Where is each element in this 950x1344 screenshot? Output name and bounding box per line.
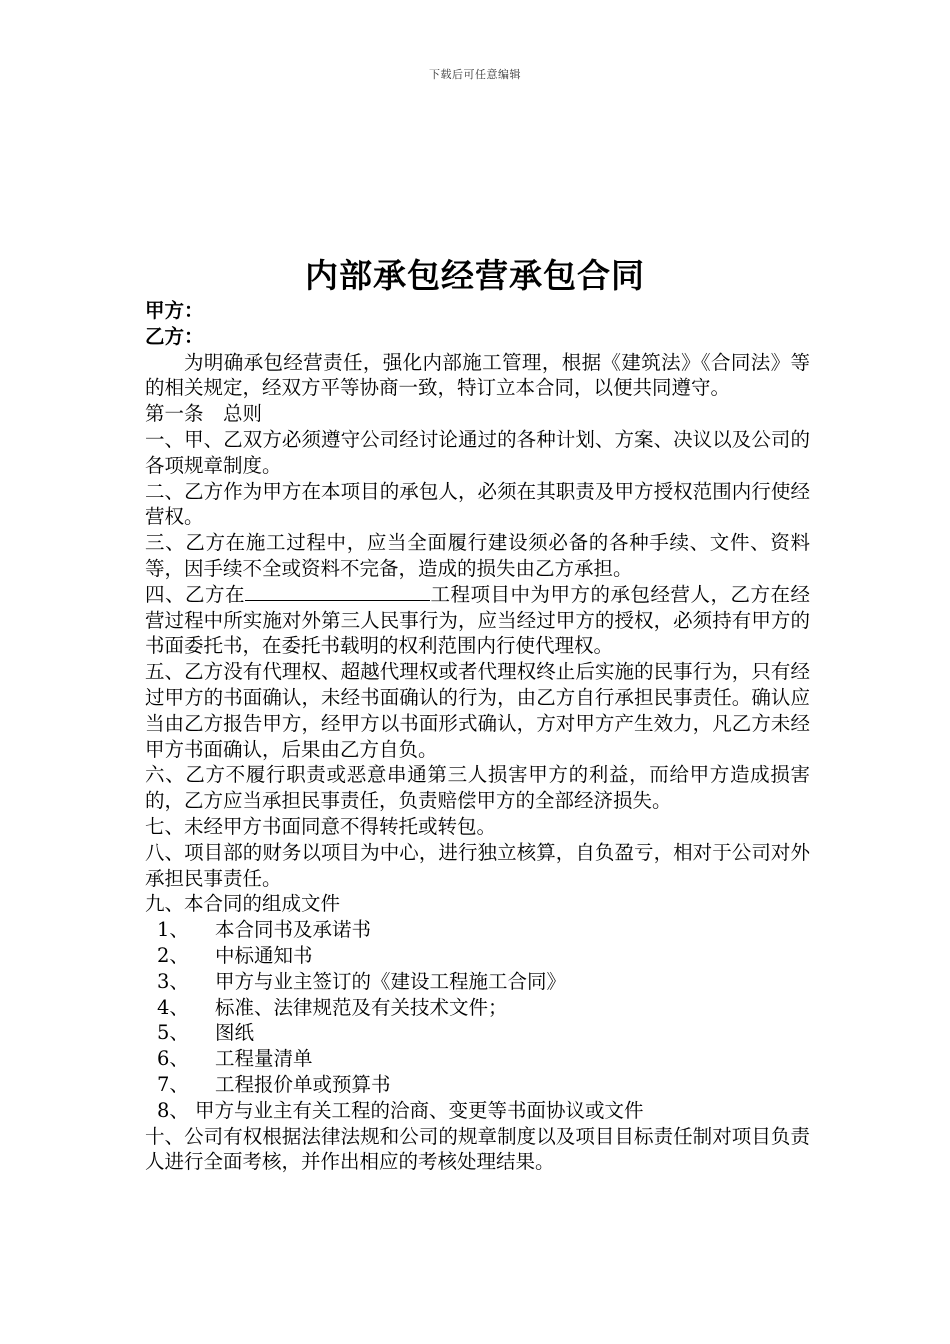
clause-4-prefix: 四、乙方在	[145, 582, 245, 606]
contract-body	[145, 298, 810, 1175]
clause-9: 九、本合同的组成文件	[145, 892, 341, 916]
list-item-number: 7、	[157, 1072, 189, 1096]
contract-title: 内部承包经营承包合同	[305, 256, 645, 295]
header-note: 下载后可任意编辑	[429, 68, 521, 81]
section-heading: 第一条 总则	[145, 402, 263, 426]
list-item	[145, 917, 810, 943]
party-a-label: 甲方：	[145, 299, 204, 322]
clause-5: 五、乙方没有代理权、超越代理权或者代理权终止后实施的民事行为，只有经过甲方的书面确认，未经书面确认的行为，由乙方自行承担民事责任。确认应当由乙方报告甲方，经甲方以书面形式确认，方对甲方产生效力，凡乙方未经甲方书面确认，后果由乙方自负。	[145, 660, 810, 761]
list-item	[145, 1072, 810, 1098]
project-name-blank	[245, 582, 430, 601]
clause-8: 八、项目部的财务以项目为中心，进行独立核算，自负盈亏，相对于公司对外承担民事责任。	[145, 840, 810, 890]
list-item-text: 本合同书及承诺书	[215, 918, 372, 942]
list-item-number: 5、	[157, 1021, 189, 1045]
list-item	[145, 969, 810, 995]
list-item-text: 工程量清单	[215, 1047, 313, 1071]
list-item-text: 甲方与业主有关工程的洽商、变更等书面协议或文件	[195, 1098, 644, 1122]
list-item-text: 甲方与业主签订的《建设工程施工合同》	[215, 969, 567, 993]
clause-10: 十、公司有权根据法律法规和公司的规章制度以及项目目标责任制对项目负责人进行全面考核，并作出相应的考核处理结果。	[145, 1124, 810, 1174]
list-item-number: 3、	[157, 969, 189, 993]
list-item-text: 工程报价单或预算书	[215, 1072, 391, 1096]
clause-4-suffix: 工程项目中为甲方的承包经营人，乙方在经营过程中所实施对外第三人民事行为，应当经过甲方的授权，必须持有甲方的书面委托书，在委托书载明的权利范围内行使代理权。	[145, 582, 810, 658]
list-item	[145, 943, 810, 969]
list-item-text: 中标通知书	[215, 943, 313, 967]
clause-6: 六、乙方不履行职责或恶意串通第三人损害甲方的利益，而给甲方造成损害的，乙方应当承担民事责任，负责赔偿甲方的全部经济损失。	[145, 763, 810, 813]
document-list	[145, 917, 810, 1123]
list-item-text: 标准、法律规范及有关技术文件；	[215, 995, 508, 1019]
list-item-number: 8、	[157, 1098, 189, 1122]
clause-4	[145, 582, 810, 659]
list-item-number: 4、	[157, 995, 189, 1019]
party-b-label: 乙方：	[145, 324, 204, 348]
preamble-paragraph: 为明确承包经营责任，强化内部施工管理，根据《建筑法》《合同法》等的相关规定，经双方平等协商一致，特订立本合同，以便共同遵守。	[145, 350, 810, 400]
list-item	[145, 995, 810, 1021]
list-item-number: 1、	[157, 918, 189, 942]
list-item	[145, 1046, 810, 1072]
clause-7: 七、未经甲方书面同意不得转托或转包。	[145, 814, 497, 838]
clause-1: 一、甲、乙双方必须遵守公司经讨论通过的各种计划、方案、决议以及公司的各项规章制度。	[145, 427, 810, 477]
list-item	[145, 1020, 810, 1046]
list-item-text: 图纸	[215, 1021, 255, 1045]
list-item	[145, 1098, 810, 1124]
clause-3: 三、乙方在施工过程中，应当全面履行建设须必备的各种手续、文件、资料等，因手续不全或资料不完备，造成的损失由乙方承担。	[145, 531, 810, 580]
clause-2: 二、乙方作为甲方在本项目的承包人，必须在其职责及甲方授权范围内行使经营权。	[145, 479, 810, 529]
list-item-number: 6、	[157, 1047, 189, 1071]
list-item-number: 2、	[157, 943, 189, 967]
